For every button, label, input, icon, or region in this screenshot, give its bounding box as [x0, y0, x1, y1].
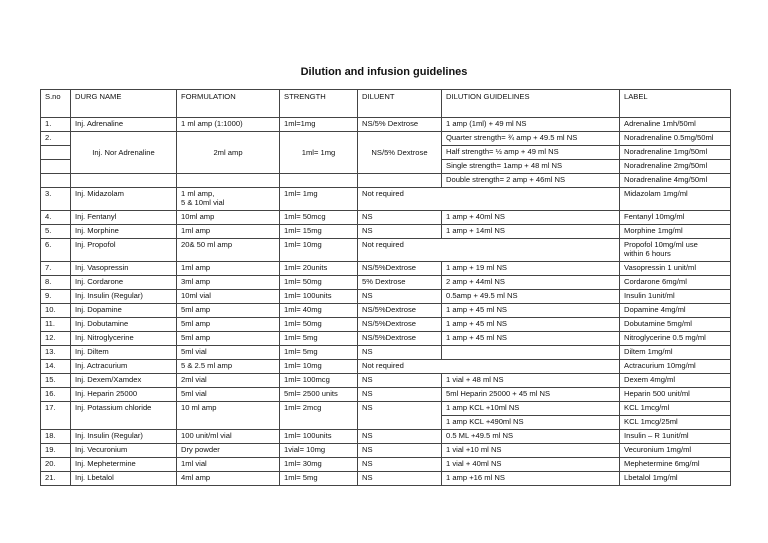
cell-label: Actracurium 10mg/ml [620, 360, 731, 374]
cell-formulation: 4ml amp [177, 472, 280, 486]
cell-label: Adrenaline 1mh/50ml [620, 118, 731, 132]
cell-strength: 1ml= 50mg [280, 276, 358, 290]
cell-formulation: 2ml vial [177, 374, 280, 388]
cell-diluent: NS [358, 211, 442, 225]
cell-drug: Inj. Midazolam [71, 188, 177, 211]
cell-formulation: 5ml amp [177, 332, 280, 346]
cell-diluent: NS [358, 430, 442, 444]
cell-sno: 18. [41, 430, 71, 444]
cell-sno: 10. [41, 304, 71, 318]
cell-strength: 1ml= 40mg [280, 304, 358, 318]
cell-sno-empty [41, 160, 71, 174]
header-formulation: FORMULATION [177, 90, 280, 118]
cell-sno: 9. [41, 290, 71, 304]
cell-label: KCL 1mcg/25ml [620, 416, 731, 430]
cell-drug: Inj. Cordarone [71, 276, 177, 290]
cell-drug: Inj. Dopamine [71, 304, 177, 318]
cell-diluent: NS [358, 458, 442, 472]
cell-label: Dexem 4mg/ml [620, 374, 731, 388]
cell-formulation: 10ml amp [177, 211, 280, 225]
cell-strength: 1ml= 15mg [280, 225, 358, 239]
cell-formulation: 10 ml amp [177, 402, 280, 430]
table-row [41, 332, 731, 346]
cell-drug: Inj. Heparin 25000 [71, 388, 177, 402]
cell-empty [280, 174, 358, 188]
cell-formulation: 5ml amp [177, 318, 280, 332]
cell-sno: 6. [41, 239, 71, 262]
cell-dilution: 1 amp + 40ml NS [442, 211, 620, 225]
cell-diluent: Not required [358, 188, 620, 211]
cell-formulation: 100 unit/ml vial [177, 430, 280, 444]
cell-label: Vecuronium 1mg/ml [620, 444, 731, 458]
cell-diluent: Not required [358, 239, 620, 262]
cell-dilution [442, 346, 620, 360]
cell-label: KCL 1mcg/ml [620, 402, 731, 416]
cell-label: Midazolam 1mg/ml [620, 188, 731, 211]
cell-formulation: 5ml amp [177, 304, 280, 318]
cell-strength: 1ml= 100mcg [280, 374, 358, 388]
cell-strength: 1ml= 100units [280, 290, 358, 304]
table-row [41, 430, 731, 444]
cell-drug: Inj. Propofol [71, 239, 177, 262]
cell-dilution: Single strength= 1amp + 48 ml NS [442, 160, 620, 174]
table-row [41, 211, 731, 225]
table-row [41, 444, 731, 458]
cell-formulation: 1ml vial [177, 458, 280, 472]
cell-formulation: Dry powder [177, 444, 280, 458]
cell-strength: 1ml= 1mg [280, 188, 358, 211]
table-row [41, 225, 731, 239]
label-line-2: within 6 hours [624, 249, 671, 258]
cell-label: Fentanyl 10mg/ml [620, 211, 731, 225]
cell-label: Insulin – R 1unit/ml [620, 430, 731, 444]
cell-dilution: Half strength= ½ amp + 49 ml NS [442, 146, 620, 160]
cell-diluent: 5% Dextrose [358, 276, 442, 290]
cell-sno: 17. [41, 402, 71, 430]
cell-strength: 1ml=1mg [280, 118, 358, 132]
cell-formulation: 5ml vial [177, 388, 280, 402]
table-row [41, 374, 731, 388]
cell-dilution: 1 amp + 45 ml NS [442, 332, 620, 346]
formulation-line-2: 5 & 10ml vial [181, 198, 225, 207]
table-row [41, 239, 731, 262]
table-row [41, 472, 731, 486]
cell-diluent: NS/5%Dextrose [358, 318, 442, 332]
cell-label: Lbetalol 1mg/ml [620, 472, 731, 486]
cell-dilution: 1 amp KCL +10ml NS [442, 402, 620, 416]
cell-dilution: 0.5amp + 49.5 ml NS [442, 290, 620, 304]
table-row [41, 304, 731, 318]
cell-dilution: 1 vial + 48 ml NS [442, 374, 620, 388]
cell-diluent: NS [358, 290, 442, 304]
cell-formulation: 3ml amp [177, 276, 280, 290]
cell-dilution: 1 amp +16 ml NS [442, 472, 620, 486]
cell-dilution: 1 amp + 45 ml NS [442, 304, 620, 318]
table-row [41, 262, 731, 276]
table-row [41, 276, 731, 290]
cell-drug: Inj. Vasopressin [71, 262, 177, 276]
cell-label: Morphine 1mg/ml [620, 225, 731, 239]
cell-label: Diltem 1mg/ml [620, 346, 731, 360]
cell-dilution: 1 amp (1ml) + 49 ml NS [442, 118, 620, 132]
cell-formulation [177, 188, 280, 211]
cell-sno: 19. [41, 444, 71, 458]
cell-diluent: Not required [358, 360, 620, 374]
cell-sno: 1. [41, 118, 71, 132]
cell-drug: Inj. Fentanyl [71, 211, 177, 225]
cell-dilution: 0.5 ML +49.5 ml NS [442, 430, 620, 444]
cell-label: Vasopressin 1 unit/ml [620, 262, 731, 276]
table-row [41, 132, 731, 146]
cell-label: Dopamine 4mg/ml [620, 304, 731, 318]
cell-dilution: 1 amp + 19 ml NS [442, 262, 620, 276]
cell-drug: Inj. Vecuronium [71, 444, 177, 458]
cell-sno: 21. [41, 472, 71, 486]
cell-strength: 1ml= 1mg [280, 132, 358, 174]
table-row [41, 118, 731, 132]
cell-label: Dobutamine 5mg/ml [620, 318, 731, 332]
header-strength: STRENGTH [280, 90, 358, 118]
cell-label: Cordarone 6mg/ml [620, 276, 731, 290]
cell-sno: 12. [41, 332, 71, 346]
cell-empty [358, 174, 442, 188]
cell-sno-empty [41, 174, 71, 188]
header-label: LABEL [620, 90, 731, 118]
cell-strength: 1ml= 50mcg [280, 211, 358, 225]
cell-diluent: NS [358, 346, 442, 360]
cell-label: Insulin 1unit/ml [620, 290, 731, 304]
cell-label: Nitroglycerine 0.5 mg/ml [620, 332, 731, 346]
cell-dilution: 1 amp KCL +490ml NS [442, 416, 620, 430]
cell-label: Heparin 500 unit/ml [620, 388, 731, 402]
cell-drug: Inj. Actracurium [71, 360, 177, 374]
cell-drug: Inj. Potassium chloride [71, 402, 177, 430]
cell-diluent: NS/5% Dextrose [358, 118, 442, 132]
cell-sno: 16. [41, 388, 71, 402]
table-row [41, 290, 731, 304]
cell-diluent: NS [358, 374, 442, 388]
table-row [41, 318, 731, 332]
cell-diluent: NS/5%Dextrose [358, 262, 442, 276]
cell-sno: 14. [41, 360, 71, 374]
cell-diluent: NS [358, 225, 442, 239]
cell-strength: 1ml= 30mg [280, 458, 358, 472]
cell-sno: 3. [41, 188, 71, 211]
cell-dilution: 1 vial + 40ml NS [442, 458, 620, 472]
cell-empty [71, 174, 177, 188]
header-diluent: DILUENT [358, 90, 442, 118]
table-row [41, 174, 731, 188]
header-dilution-guidelines: DILUTION GUIDELINES [442, 90, 620, 118]
cell-drug: Inj. Mephetermine [71, 458, 177, 472]
cell-formulation: 5 & 2.5 ml amp [177, 360, 280, 374]
cell-sno: 5. [41, 225, 71, 239]
table-row [41, 188, 731, 211]
cell-sno-empty [41, 146, 71, 160]
cell-dilution: Double strength= 2 amp + 46ml NS [442, 174, 620, 188]
table-row [41, 402, 731, 416]
cell-diluent: NS/5%Dextrose [358, 332, 442, 346]
table-row [41, 346, 731, 360]
cell-diluent: NS/5% Dextrose [358, 132, 442, 174]
cell-drug: Inj. Nor Adrenaline [71, 132, 177, 174]
table-row [41, 388, 731, 402]
cell-strength: 1vial= 10mg [280, 444, 358, 458]
cell-sno: 2. [41, 132, 71, 146]
cell-drug: Inj. Insulin (Regular) [71, 290, 177, 304]
cell-label: Noradrenaline 4mg/50ml [620, 174, 731, 188]
cell-diluent: NS [358, 388, 442, 402]
cell-drug: Inj. Insulin (Regular) [71, 430, 177, 444]
cell-drug: Inj. Lbetalol [71, 472, 177, 486]
cell-dilution: 5ml Heparin 25000 + 45 ml NS [442, 388, 620, 402]
cell-sno: 8. [41, 276, 71, 290]
cell-strength: 1ml= 10mg [280, 239, 358, 262]
header-sno: S.no [41, 90, 71, 118]
cell-diluent: NS [358, 444, 442, 458]
cell-formulation: 20& 50 ml amp [177, 239, 280, 262]
cell-strength: 1ml= 5mg [280, 472, 358, 486]
cell-strength: 1ml= 20units [280, 262, 358, 276]
cell-drug: Inj. Morphine [71, 225, 177, 239]
label-line-1: Propofol 10mg/ml use [624, 240, 698, 249]
cell-dilution: 1 amp + 45 ml NS [442, 318, 620, 332]
cell-formulation: 10ml vial [177, 290, 280, 304]
cell-strength: 1ml= 50mg [280, 318, 358, 332]
page-title: Dilution and infusion guidelines [300, 66, 468, 78]
cell-diluent: NS [358, 472, 442, 486]
cell-label: Noradrenaline 0.5mg/50ml [620, 132, 731, 146]
cell-sno: 11. [41, 318, 71, 332]
cell-strength: 5ml= 2500 units [280, 388, 358, 402]
cell-dilution: 2 amp + 44ml NS [442, 276, 620, 290]
cell-drug: Inj. Dobutamine [71, 318, 177, 332]
cell-formulation: 1ml amp [177, 225, 280, 239]
cell-drug: Inj. Dexem/Xamdex [71, 374, 177, 388]
cell-label [620, 239, 731, 262]
cell-sno: 7. [41, 262, 71, 276]
cell-sno: 4. [41, 211, 71, 225]
cell-dilution: 1 amp + 14ml NS [442, 225, 620, 239]
table-row [41, 360, 731, 374]
cell-empty [177, 174, 280, 188]
header-row [41, 90, 731, 118]
cell-sno: 13. [41, 346, 71, 360]
cell-dilution: 1 vial +10 ml NS [442, 444, 620, 458]
cell-formulation: 1 ml amp (1:1000) [177, 118, 280, 132]
cell-diluent: NS/5%Dextrose [358, 304, 442, 318]
header-drug-name: DURG NAME [71, 90, 177, 118]
cell-strength: 1ml= 5mg [280, 346, 358, 360]
cell-formulation: 5ml vial [177, 346, 280, 360]
cell-strength: 1ml= 100units [280, 430, 358, 444]
cell-diluent: NS [358, 402, 442, 430]
cell-drug: Inj. Nitroglycerine [71, 332, 177, 346]
cell-formulation: 2ml amp [177, 132, 280, 174]
cell-strength: 1ml= 2mcg [280, 402, 358, 430]
dilution-table [40, 89, 731, 486]
cell-label: Noradrenaline 2mg/50ml [620, 160, 731, 174]
cell-strength: 1ml= 10mg [280, 360, 358, 374]
cell-label: Mephetermine 6mg/ml [620, 458, 731, 472]
table-row [41, 458, 731, 472]
cell-sno: 15. [41, 374, 71, 388]
cell-label: Noradrenaline 1mg/50ml [620, 146, 731, 160]
formulation-line-1: 1 ml amp, [181, 189, 215, 198]
cell-drug: Inj. Diltem [71, 346, 177, 360]
cell-sno: 20. [41, 458, 71, 472]
cell-formulation: 1ml amp [177, 262, 280, 276]
cell-dilution: Quarter strength= ¾ amp + 49.5 ml NS [442, 132, 620, 146]
cell-drug: Inj. Adrenaline [71, 118, 177, 132]
cell-strength: 1ml= 5mg [280, 332, 358, 346]
